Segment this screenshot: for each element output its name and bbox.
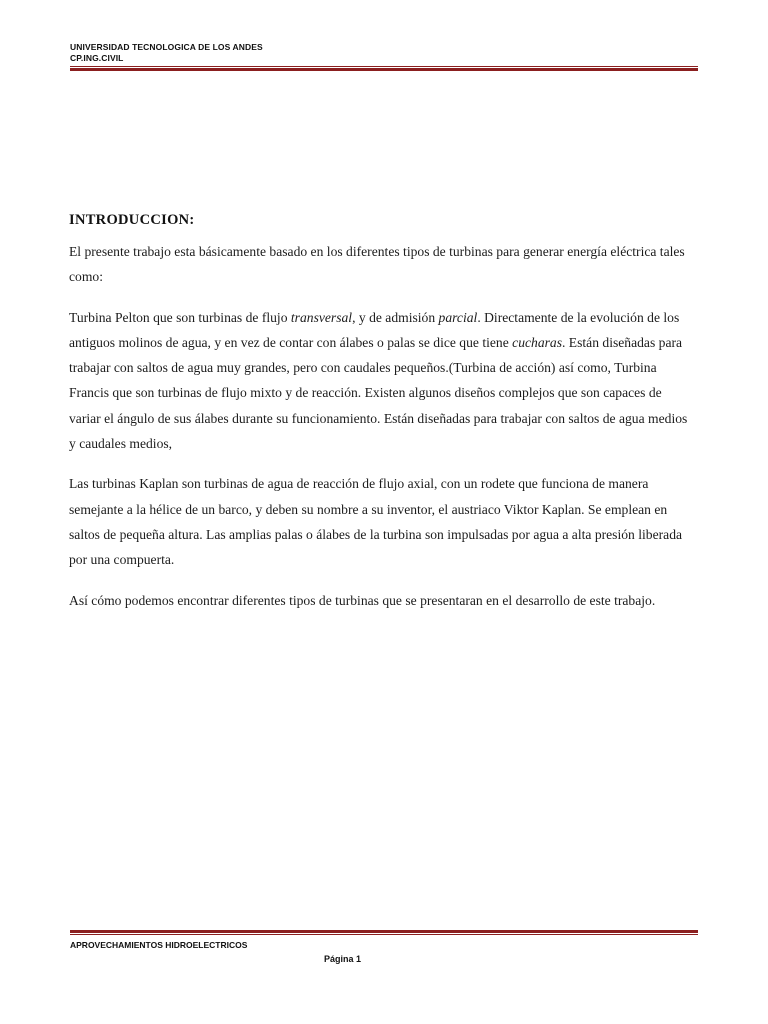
p2-text-2: , y de admisión [352,309,439,325]
page-footer [70,930,698,964]
paragraph-pelton-francis [69,305,694,457]
page-number: Página 1 [324,954,362,964]
page-header [70,42,698,72]
section-heading: INTRODUCCION: [69,212,195,228]
footer-rule [70,930,698,937]
footer-course-title: APROVECHAMIENTOS HIDROELECTRICOS [70,940,248,950]
paragraph-intro: El presente trabajo esta básicamente basado en los diferentes tipos de turbinas para generar energía eléctrica tales como: [69,244,685,285]
header-rule-thin [70,66,698,67]
p2-italic-parcial: parcial [438,309,478,325]
p2-text-4: . Están diseñadas para trabajar con saltos de agua muy grandes, pero con caudales pequeños.(Turbina de acción) así como, Turbina Francis que son turbinas de flujo mixto y de reacción. Existen algunos diseños complejos que son capaces de variar el ángulo de sus álabes durante su funcionamiento. Están diseñadas para trabajar con saltos de agua medios y caudales medios, [69,334,688,452]
document-body [69,212,694,628]
p2-text-3: . Directamente de la evolución de los antiguos molinos de agua, y en vez de contar con álabes o palas se dice que tiene [69,309,680,350]
paragraph-kaplan: Las turbinas Kaplan son turbinas de agua de reacción de flujo axial, con un rodete que funciona de manera semejante a la hélice de un barco, y deben su nombre a su inventor, el austriaco Viktor Kaplan. Se emplean en saltos de pequeña altura. Las amplias palas o álabes de la turbina son impulsadas por agua a alta presión liberada por una compuerta. [69,476,683,568]
footer-rule-thin [70,934,698,935]
header-department: CP.ING.CIVIL [70,53,124,63]
header-rule-thick [70,68,698,71]
header-university: UNIVERSIDAD TECNOLOGICA DE LOS ANDES [70,42,263,52]
p2-italic-transversal: transversal [290,309,353,325]
header-rule [70,66,698,72]
paragraph-closing: Así cómo podemos encontrar diferentes tipos de turbinas que se presentaran en el desarrollo de este trabajo. [69,592,656,608]
p2-italic-cucharas: cucharas [512,334,562,350]
footer-rule-thick [70,930,698,933]
p2-text-1: Turbina Pelton que son turbinas de flujo [69,309,291,325]
